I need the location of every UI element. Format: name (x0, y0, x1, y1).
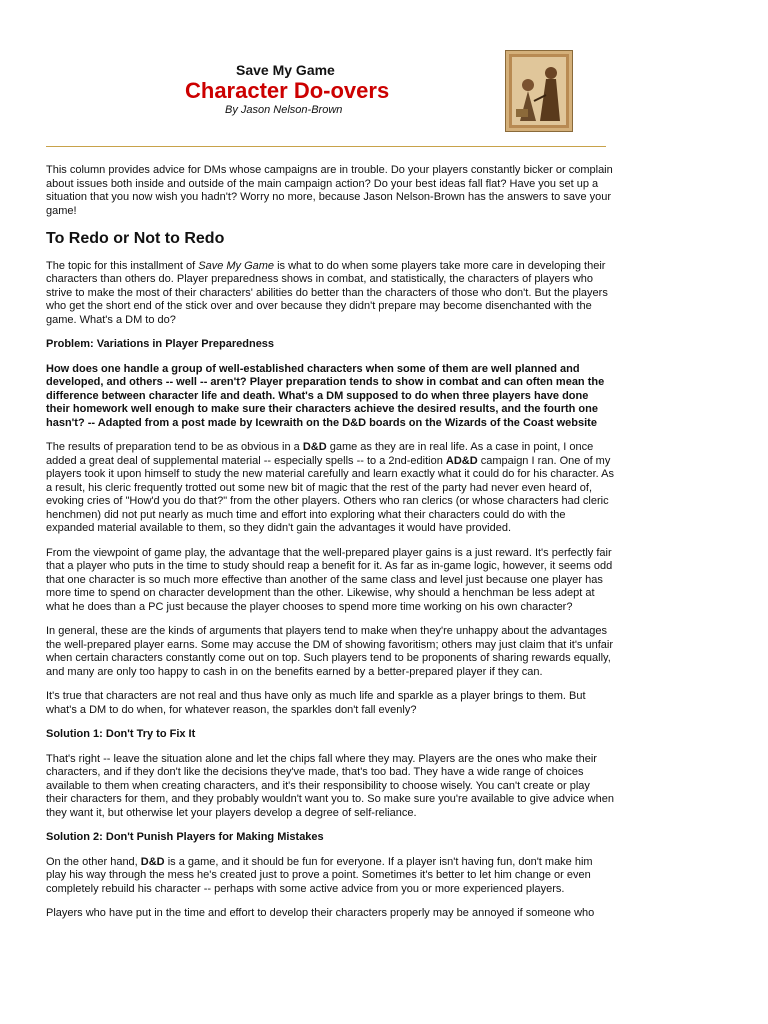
solution1-text: That's right -- leave the situation alone and let the chips fall where they may. Players are the ones who make their characters, and if they don't like the decisions they've made, that's too bad. They have a wide range of choices available to them when creating characters, and it's their responsibility to choose wisely. You can't create or play their characters for them, and they probably wouldn't want you to. So make sure you're available to give advice when they want it, but otherwise let your players develop a degree of self-reliance. (46, 752, 614, 819)
s2-text-b: is a game, and it should be fun for everyone. If a player isn't having fun, don't make him play his way through the mess he's created just to prove a point. Sometimes it's better to let him change or even completely rebuild his character -- perhaps with some active advice from you or more experienced players. (46, 855, 593, 895)
solution1-heading: Solution 1: Don't Try to Fix It (46, 728, 196, 740)
solution2-heading: Solution 2: Don't Punish Players for Making Mistakes (46, 831, 324, 843)
intro-paragraph: This column provides advice for DMs whose campaigns are in trouble. Do your players constantly bicker or complain about issues both inside and outside of the main campaign action? Do your best ideas fall flat? Have you set up a situation that you now wish you hadn't? Worry no more, because Jason Nelson-Brown has the answers to save your game! (46, 164, 613, 217)
solution2-text (46, 856, 614, 897)
p1-italic: Save My Game (198, 259, 275, 272)
fantasy-illustration-icon (505, 50, 573, 132)
column-name: Save My Game (236, 62, 335, 78)
section-title: To Redo or Not to Redo (46, 230, 225, 247)
p2-text-a: The results of preparation tend to be as obvious in a (46, 441, 303, 453)
byline: By Jason Nelson-Brown (225, 104, 343, 116)
problem-text: How does one handle a group of well-established characters when some of them are well planned and developed, and others -- well -- aren't? Player preparation tends to show in combat and can often mean the difference between character life and death. What's a DM supposed to do when three players have done their homework well enough to make sure their characters achieve the desired results, and the fourth one hasn't? -- Adapted from a post made by Icewraith on the D&D boards on the Wizards of the Coast website (46, 362, 605, 429)
paragraph-last: Players who have put in the time and effort to develop their characters properly may be annoyed if someone who (46, 907, 595, 919)
paragraph-3: From the viewpoint of game play, the advantage that the well-prepared player gains is a just reward. It's perfectly fair that a player who puts in the time to study should reap a benefit for it. As far as in-game logic, however, it seems odd that one character is so much more effective than another of the same class and level just because one player has more time to spend on character development than the other. Likewise, why should a henchman be less adept at what he does than a PC just because the player chooses to spend more time working on his own character? (46, 546, 613, 613)
header-divider (46, 146, 606, 147)
p2-text-b: game as they are in real life. As a case in point, I once added a great deal of supplemental material -- especially spells -- to a 2nd-edition (46, 441, 594, 467)
s2-text-a: On the other hand, (46, 855, 141, 868)
p1-text-b: is what to do when some players take more care in developing their characters than others do. Player preparedness shows in combat, and statistically, the characters of players who strive to make the most of their characters' abilities do better than the characters of those who don't. But the players who get the short end of the stick over and over because they didn't prepare may become disenchanted with the game. What's a DM to do? (46, 259, 608, 326)
paragraph-4: In general, these are the kinds of arguments that players tend to make when they're unhappy about the advantages the well-prepared player earns. Some may accuse the DM of showing favoritism; others may just claim that it's unfair when certain characters constantly come out on top. Such players tend to be proponents of sharing rewards equally, and many are only too happy to cash in on the benefits earned by a better-prepared player if they can. (46, 625, 613, 678)
s2-dnd: D&D (140, 855, 165, 868)
p2-add: AD&D (445, 454, 478, 467)
p2-dnd: D&D (302, 441, 327, 453)
problem-heading: Problem: Variations in Player Preparedness (46, 338, 275, 350)
article-title: Character Do-overs (185, 78, 390, 103)
paragraph-5: It's true that characters are not real and thus have only as much life and sparkle as a player brings to them. But what's a DM to do when, for whatever reason, the sparkles don't fall evenly? (46, 690, 586, 716)
p2-text-c: campaign I ran. One of my players took it upon himself to study the new material carefully and learn exactly what it could do for his character. As a result, his cleric frequently trotted out some new bit of magic that the rest of the party had never even heard of, evoking cries of "How'd you do that?" from the other players. Others who ran clerics (or whose characters had cleric henchmen) did not put nearly as much time and effort into exploring what their characters could do with the expanded material available to them, so they didn't gain the advantages it would have provided. (46, 454, 615, 534)
article-body (46, 164, 614, 932)
paragraph-2 (46, 441, 614, 536)
paragraph-1 (46, 260, 614, 328)
p1-text-a: The topic for this installment of (46, 259, 199, 272)
